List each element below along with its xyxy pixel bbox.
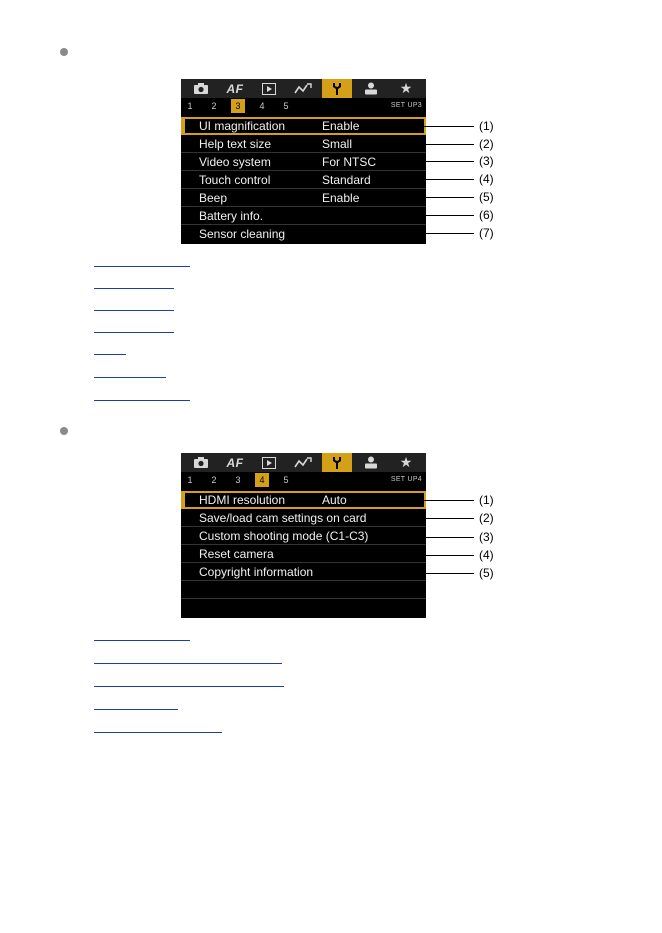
wrench-icon — [331, 82, 343, 96]
callout-number: (3) — [479, 154, 494, 168]
reference-link[interactable] — [94, 332, 174, 333]
callout-line — [415, 144, 474, 145]
callout-number: (4) — [479, 548, 494, 562]
menu-item-value: Auto — [322, 493, 347, 507]
tab-setup[interactable] — [322, 79, 352, 98]
star-icon: ★ — [399, 80, 413, 96]
wireless-icon — [294, 457, 312, 469]
callout-number: (1) — [479, 493, 494, 507]
callout-line — [415, 197, 474, 198]
menu-tab-bar — [181, 453, 426, 472]
menu-item-help-text-size[interactable] — [181, 135, 426, 153]
page-label: SET UP4 — [390, 476, 422, 483]
page-2[interactable]: 2 — [211, 101, 217, 111]
tab-af-label: AF — [226, 81, 244, 96]
callout-number: (2) — [479, 137, 494, 151]
camera-menu-screen — [181, 79, 426, 244]
reference-link[interactable] — [94, 732, 222, 733]
reference-link[interactable] — [94, 709, 178, 710]
wireless-icon — [294, 83, 312, 95]
reference-link[interactable] — [94, 400, 190, 401]
reference-link[interactable] — [94, 377, 166, 378]
page-1[interactable]: 1 — [187, 101, 193, 111]
page-5[interactable]: 5 — [283, 101, 289, 111]
menu-item-video-system[interactable] — [181, 153, 426, 171]
tab-af[interactable] — [220, 453, 250, 472]
tab-my-menu[interactable] — [391, 453, 421, 472]
tab-af[interactable] — [220, 79, 250, 98]
callout-line — [415, 161, 474, 162]
menu-item-empty — [181, 599, 426, 617]
menu-item-label: Save/load cam settings on card — [199, 511, 367, 525]
callout-line — [415, 179, 474, 180]
menu-item-label: Sensor cleaning — [199, 227, 286, 241]
menu-item-label: Reset camera — [199, 547, 274, 561]
reference-link[interactable] — [94, 686, 284, 687]
menu-item-value: Enable — [322, 191, 360, 205]
play-icon — [262, 83, 276, 95]
page-3[interactable]: 3 — [235, 475, 241, 485]
menu-item-sensor-cleaning[interactable] — [181, 225, 426, 243]
callout-line — [415, 233, 474, 234]
page-4[interactable]: 4 — [255, 473, 269, 487]
page-1[interactable]: 1 — [187, 475, 193, 485]
callout-line — [415, 555, 474, 556]
callout-line — [415, 215, 474, 216]
callout-line — [415, 537, 474, 538]
person-icon — [364, 456, 378, 469]
camera-menu-screen — [181, 453, 426, 618]
menu-item-value: Enable — [322, 119, 360, 133]
menu-item-label: Touch control — [199, 173, 271, 187]
section-bullet — [60, 427, 68, 435]
reference-link[interactable] — [94, 663, 282, 664]
menu-item-value: Small — [322, 137, 353, 151]
tab-playback[interactable] — [254, 79, 284, 98]
menu-item-label: Custom shooting mode (C1-C3) — [199, 529, 369, 543]
page-3[interactable]: 3 — [231, 99, 245, 113]
callout-number: (5) — [479, 190, 494, 204]
reference-link[interactable] — [94, 310, 174, 311]
reference-link[interactable] — [94, 354, 126, 355]
menu-item-battery-info[interactable] — [181, 207, 426, 225]
menu-item-label: UI magnification — [199, 119, 286, 133]
menu-item-label: Beep — [199, 191, 228, 205]
callout-line — [415, 573, 474, 574]
tab-my-menu[interactable] — [391, 79, 421, 98]
wrench-icon — [331, 456, 343, 470]
tab-af-label: AF — [226, 455, 244, 470]
callout-line — [415, 518, 474, 519]
callout-number: (7) — [479, 226, 494, 240]
menu-item-save-load-settings[interactable] — [181, 509, 426, 527]
menu-item-value: For NTSC — [322, 155, 376, 169]
menu-item-label: Battery info. — [199, 209, 264, 223]
page-row — [181, 98, 426, 115]
menu-item-beep[interactable] — [181, 189, 426, 207]
play-icon — [262, 457, 276, 469]
menu-item-empty — [181, 581, 426, 599]
menu-item-ui-magnification[interactable] — [181, 117, 426, 135]
tab-wireless[interactable] — [288, 453, 318, 472]
callout-line — [415, 500, 474, 501]
reference-link[interactable] — [94, 266, 190, 267]
callout-number: (2) — [479, 511, 494, 525]
tab-custom-functions[interactable] — [356, 79, 386, 98]
menu-item-label: HDMI resolution — [199, 493, 286, 507]
reference-link[interactable] — [94, 288, 174, 289]
tab-shooting[interactable] — [186, 79, 216, 98]
menu-item-label: Help text size — [199, 137, 272, 151]
callout-number: (6) — [479, 208, 494, 222]
menu-item-hdmi-resolution[interactable] — [181, 491, 426, 509]
callout-number: (4) — [479, 172, 494, 186]
menu-tab-bar — [181, 79, 426, 98]
menu-item-touch-control[interactable] — [181, 171, 426, 189]
page-2[interactable]: 2 — [211, 475, 217, 485]
menu-item-label: Video system — [199, 155, 271, 169]
callout-number: (3) — [479, 530, 494, 544]
menu-item-value: Standard — [322, 173, 371, 187]
page-label: SET UP3 — [390, 102, 422, 109]
person-icon — [364, 82, 378, 95]
page-row — [181, 472, 426, 489]
section-bullet — [60, 48, 68, 56]
camera-icon — [194, 83, 208, 94]
page-4[interactable]: 4 — [259, 101, 265, 111]
reference-link[interactable] — [94, 640, 190, 641]
tab-shooting[interactable] — [186, 453, 216, 472]
menu-item-reset-camera[interactable] — [181, 545, 426, 563]
callout-number: (1) — [479, 119, 494, 133]
callout-number: (5) — [479, 566, 494, 580]
page-5[interactable]: 5 — [283, 475, 289, 485]
menu-item-copyright-information[interactable] — [181, 563, 426, 581]
tab-wireless[interactable] — [288, 79, 318, 98]
menu-item-label: Copyright information — [199, 565, 314, 579]
tab-custom-functions[interactable] — [356, 453, 386, 472]
tab-setup[interactable] — [322, 453, 352, 472]
tab-playback[interactable] — [254, 453, 284, 472]
camera-icon — [194, 457, 208, 468]
menu-item-custom-shooting-mode[interactable] — [181, 527, 426, 545]
star-icon: ★ — [399, 454, 413, 470]
callout-line — [415, 126, 474, 127]
